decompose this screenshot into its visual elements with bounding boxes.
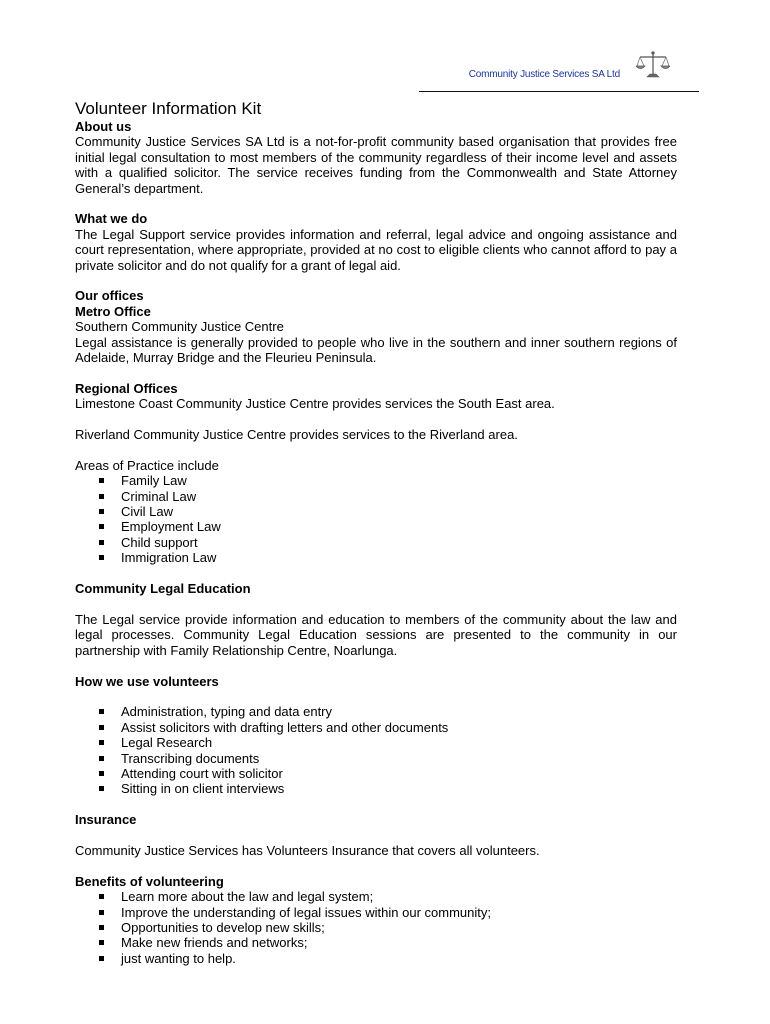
list-item: Administration, typing and data entry [75,704,677,719]
about-paragraph: Community Justice Services SA Ltd is a not-for-profit community based organisation that provides free initial legal consultation to most members of the community regardless of their income level and assets with a qualified solicitor. The service receives funding from the Commonwealth and State Attorney General’s department. [75,134,677,196]
education-paragraph: The Legal service provide information and education to members of the community about the law and legal processes. Community Legal Education sessions are presented to the community in our partnership with Family Relationship Centre, Noarlunga. [75,611,677,658]
list-item: Opportunities to develop new skills; [75,920,677,935]
document-body [75,99,677,966]
about-heading: About us [75,119,132,134]
list-item: Assist solicitors with drafting letters and other documents [75,720,677,735]
practice-areas-list [75,473,677,565]
list-item: Learn more about the law and legal system; [75,889,677,904]
list-item: Employment Law [75,519,677,534]
regional-offices-heading: Regional Offices [75,380,178,396]
offices-heading: Our offices [75,288,144,304]
list-item: Transcribing documents [75,751,677,766]
list-item: Attending court with solicitor [75,766,677,781]
list-item: Child support [75,535,677,550]
metro-office-heading: Metro Office [75,303,151,319]
benefits-list [75,889,677,966]
regional-office-riverland: Riverland Community Justice Centre provides services to the Riverland area. [75,427,518,443]
regional-office-limestone: Limestone Coast Community Justice Centre provides services the South East area. [75,396,555,412]
volunteer-tasks-list [75,704,677,796]
list-item: Sitting in on client interviews [75,781,677,796]
insurance-heading: Insurance [75,812,137,828]
header-organization-name: Community Justice Services SA Ltd [468,69,620,80]
practice-intro: Areas of Practice include [75,457,219,473]
benefits-heading: Benefits of volunteering [75,873,224,889]
list-item: Make new friends and networks; [75,935,677,950]
what-we-do-heading: What we do [75,211,148,227]
list-item: Legal Research [75,735,677,750]
list-item: Improve the understanding of legal issues within our community; [75,905,677,920]
list-item: Criminal Law [75,489,677,504]
metro-office-paragraph: Legal assistance is generally provided to people who live in the southern and inner southern regions of Adelaide, Murray Bridge and the Fleurieu Peninsula. [75,334,677,366]
list-item: just wanting to help. [75,951,677,966]
what-we-do-paragraph: The Legal Support service provides information and referral, legal advice and ongoing assistance and court representation, where appropriate, provided at no cost to eligible clients who cannot afford to pay a private solicitor and do not qualify for a grant of legal aid. [75,226,677,273]
volunteers-heading: How we use volunteers [75,673,219,689]
list-item: Family Law [75,473,677,488]
metro-office-name: Southern Community Justice Centre [75,319,284,335]
list-item: Civil Law [75,504,677,519]
education-heading: Community Legal Education [75,581,251,597]
document-title: Volunteer Information Kit [75,99,262,118]
header-divider [419,91,699,92]
list-item: Immigration Law [75,550,677,565]
scales-of-justice-icon [636,50,670,80]
insurance-paragraph: Community Justice Services has Volunteers Insurance that covers all volunteers. [75,842,540,858]
